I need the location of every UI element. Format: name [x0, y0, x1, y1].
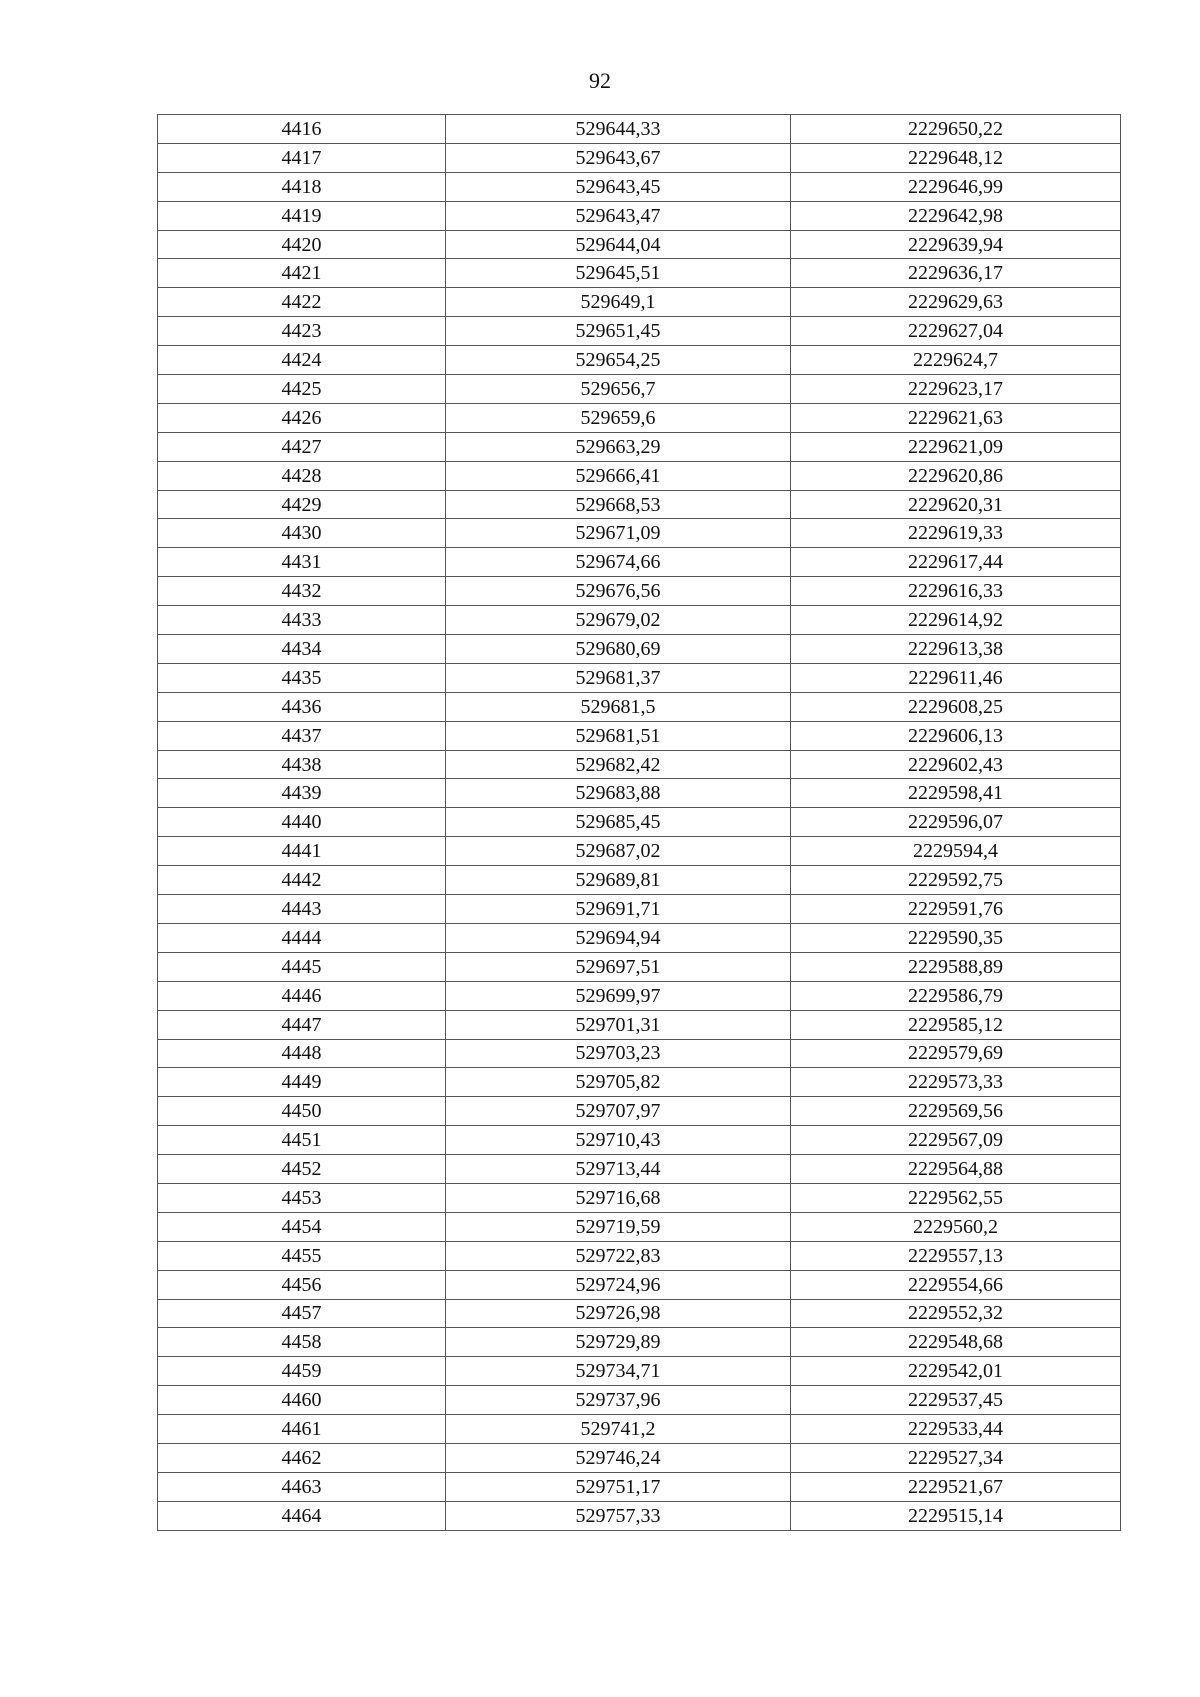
x-coordinate-cell: 529679,02 — [446, 606, 791, 635]
x-coordinate-cell: 529757,33 — [446, 1501, 791, 1530]
coordinates-table — [157, 114, 1121, 1531]
table-row — [158, 172, 1121, 201]
table-row — [158, 288, 1121, 317]
table-row — [158, 1443, 1121, 1472]
y-coordinate-cell: 2229646,99 — [791, 172, 1121, 201]
x-coordinate-cell: 529705,82 — [446, 1068, 791, 1097]
point-number-cell: 4416 — [158, 115, 446, 144]
y-coordinate-cell: 2229592,75 — [791, 866, 1121, 895]
table-row — [158, 1299, 1121, 1328]
x-coordinate-cell: 529645,51 — [446, 259, 791, 288]
x-coordinate-cell: 529691,71 — [446, 895, 791, 924]
x-coordinate-cell: 529734,71 — [446, 1357, 791, 1386]
point-number-cell: 4423 — [158, 317, 446, 346]
y-coordinate-cell: 2229608,25 — [791, 692, 1121, 721]
point-number-cell: 4460 — [158, 1386, 446, 1415]
y-coordinate-cell: 2229515,14 — [791, 1501, 1121, 1530]
x-coordinate-cell: 529729,89 — [446, 1328, 791, 1357]
table-row — [158, 1068, 1121, 1097]
point-number-cell: 4428 — [158, 461, 446, 490]
x-coordinate-cell: 529668,53 — [446, 490, 791, 519]
point-number-cell: 4455 — [158, 1241, 446, 1270]
y-coordinate-cell: 2229642,98 — [791, 201, 1121, 230]
y-coordinate-cell: 2229542,01 — [791, 1357, 1121, 1386]
table-row — [158, 317, 1121, 346]
y-coordinate-cell: 2229537,45 — [791, 1386, 1121, 1415]
point-number-cell: 4458 — [158, 1328, 446, 1357]
point-number-cell: 4438 — [158, 750, 446, 779]
x-coordinate-cell: 529716,68 — [446, 1183, 791, 1212]
x-coordinate-cell: 529682,42 — [446, 750, 791, 779]
y-coordinate-cell: 2229527,34 — [791, 1443, 1121, 1472]
point-number-cell: 4422 — [158, 288, 446, 317]
y-coordinate-cell: 2229602,43 — [791, 750, 1121, 779]
x-coordinate-cell: 529724,96 — [446, 1270, 791, 1299]
point-number-cell: 4418 — [158, 172, 446, 201]
table-row — [158, 692, 1121, 721]
point-number-cell: 4453 — [158, 1183, 446, 1212]
x-coordinate-cell: 529741,2 — [446, 1415, 791, 1444]
table-row — [158, 1212, 1121, 1241]
table-row — [158, 635, 1121, 664]
y-coordinate-cell: 2229623,17 — [791, 375, 1121, 404]
point-number-cell: 4425 — [158, 375, 446, 404]
table-row — [158, 837, 1121, 866]
x-coordinate-cell: 529656,7 — [446, 375, 791, 404]
y-coordinate-cell: 2229573,33 — [791, 1068, 1121, 1097]
table-row — [158, 1501, 1121, 1530]
y-coordinate-cell: 2229636,17 — [791, 259, 1121, 288]
point-number-cell: 4421 — [158, 259, 446, 288]
y-coordinate-cell: 2229554,66 — [791, 1270, 1121, 1299]
table-row — [158, 750, 1121, 779]
x-coordinate-cell: 529701,31 — [446, 1010, 791, 1039]
point-number-cell: 4439 — [158, 779, 446, 808]
x-coordinate-cell: 529719,59 — [446, 1212, 791, 1241]
table-row — [158, 490, 1121, 519]
table-row — [158, 1097, 1121, 1126]
point-number-cell: 4459 — [158, 1357, 446, 1386]
table-row — [158, 259, 1121, 288]
y-coordinate-cell: 2229533,44 — [791, 1415, 1121, 1444]
point-number-cell: 4463 — [158, 1472, 446, 1501]
y-coordinate-cell: 2229569,56 — [791, 1097, 1121, 1126]
point-number-cell: 4447 — [158, 1010, 446, 1039]
x-coordinate-cell: 529651,45 — [446, 317, 791, 346]
y-coordinate-cell: 2229579,69 — [791, 1039, 1121, 1068]
point-number-cell: 4444 — [158, 923, 446, 952]
y-coordinate-cell: 2229588,89 — [791, 952, 1121, 981]
y-coordinate-cell: 2229624,7 — [791, 346, 1121, 375]
x-coordinate-cell: 529689,81 — [446, 866, 791, 895]
x-coordinate-cell: 529683,88 — [446, 779, 791, 808]
x-coordinate-cell: 529751,17 — [446, 1472, 791, 1501]
page-number: 92 — [589, 68, 611, 93]
y-coordinate-cell: 2229598,41 — [791, 779, 1121, 808]
table-row — [158, 1386, 1121, 1415]
point-number-cell: 4426 — [158, 403, 446, 432]
x-coordinate-cell: 529654,25 — [446, 346, 791, 375]
table-row — [158, 115, 1121, 144]
table-row — [158, 1241, 1121, 1270]
y-coordinate-cell: 2229552,32 — [791, 1299, 1121, 1328]
table-row — [158, 606, 1121, 635]
x-coordinate-cell: 529687,02 — [446, 837, 791, 866]
table-row — [158, 577, 1121, 606]
x-coordinate-cell: 529707,97 — [446, 1097, 791, 1126]
y-coordinate-cell: 2229639,94 — [791, 230, 1121, 259]
point-number-cell: 4443 — [158, 895, 446, 924]
table-row — [158, 1328, 1121, 1357]
x-coordinate-cell: 529680,69 — [446, 635, 791, 664]
point-number-cell: 4464 — [158, 1501, 446, 1530]
table-row — [158, 866, 1121, 895]
x-coordinate-cell: 529737,96 — [446, 1386, 791, 1415]
table-row — [158, 230, 1121, 259]
table-row — [158, 403, 1121, 432]
x-coordinate-cell: 529726,98 — [446, 1299, 791, 1328]
point-number-cell: 4451 — [158, 1126, 446, 1155]
y-coordinate-cell: 2229614,92 — [791, 606, 1121, 635]
y-coordinate-cell: 2229557,13 — [791, 1241, 1121, 1270]
table-row — [158, 375, 1121, 404]
point-number-cell: 4431 — [158, 548, 446, 577]
point-number-cell: 4436 — [158, 692, 446, 721]
y-coordinate-cell: 2229617,44 — [791, 548, 1121, 577]
x-coordinate-cell: 529649,1 — [446, 288, 791, 317]
point-number-cell: 4450 — [158, 1097, 446, 1126]
x-coordinate-cell: 529666,41 — [446, 461, 791, 490]
point-number-cell: 4461 — [158, 1415, 446, 1444]
point-number-cell: 4417 — [158, 143, 446, 172]
x-coordinate-cell: 529643,47 — [446, 201, 791, 230]
x-coordinate-cell: 529697,51 — [446, 952, 791, 981]
point-number-cell: 4448 — [158, 1039, 446, 1068]
point-number-cell: 4434 — [158, 635, 446, 664]
y-coordinate-cell: 2229590,35 — [791, 923, 1121, 952]
x-coordinate-cell: 529703,23 — [446, 1039, 791, 1068]
x-coordinate-cell: 529681,37 — [446, 663, 791, 692]
table-row — [158, 1010, 1121, 1039]
y-coordinate-cell: 2229585,12 — [791, 1010, 1121, 1039]
point-number-cell: 4437 — [158, 721, 446, 750]
point-number-cell: 4441 — [158, 837, 446, 866]
y-coordinate-cell: 2229650,22 — [791, 115, 1121, 144]
x-coordinate-cell: 529674,66 — [446, 548, 791, 577]
table-row — [158, 808, 1121, 837]
x-coordinate-cell: 529699,97 — [446, 981, 791, 1010]
point-number-cell: 4440 — [158, 808, 446, 837]
y-coordinate-cell: 2229619,33 — [791, 519, 1121, 548]
y-coordinate-cell: 2229629,63 — [791, 288, 1121, 317]
x-coordinate-cell: 529681,5 — [446, 692, 791, 721]
point-number-cell: 4462 — [158, 1443, 446, 1472]
point-number-cell: 4429 — [158, 490, 446, 519]
y-coordinate-cell: 2229606,13 — [791, 721, 1121, 750]
y-coordinate-cell: 2229548,68 — [791, 1328, 1121, 1357]
point-number-cell: 4432 — [158, 577, 446, 606]
y-coordinate-cell: 2229627,04 — [791, 317, 1121, 346]
y-coordinate-cell: 2229567,09 — [791, 1126, 1121, 1155]
y-coordinate-cell: 2229596,07 — [791, 808, 1121, 837]
table-row — [158, 143, 1121, 172]
point-number-cell: 4445 — [158, 952, 446, 981]
y-coordinate-cell: 2229564,88 — [791, 1155, 1121, 1184]
x-coordinate-cell: 529644,04 — [446, 230, 791, 259]
y-coordinate-cell: 2229613,38 — [791, 635, 1121, 664]
table-row — [158, 432, 1121, 461]
table-row — [158, 952, 1121, 981]
table-row — [158, 1415, 1121, 1444]
y-coordinate-cell: 2229594,4 — [791, 837, 1121, 866]
table-row — [158, 1039, 1121, 1068]
table-row — [158, 1183, 1121, 1212]
point-number-cell: 4430 — [158, 519, 446, 548]
y-coordinate-cell: 2229562,55 — [791, 1183, 1121, 1212]
point-number-cell: 4435 — [158, 663, 446, 692]
y-coordinate-cell: 2229621,09 — [791, 432, 1121, 461]
table-row — [158, 346, 1121, 375]
x-coordinate-cell: 529663,29 — [446, 432, 791, 461]
table-row — [158, 981, 1121, 1010]
x-coordinate-cell: 529713,44 — [446, 1155, 791, 1184]
point-number-cell: 4446 — [158, 981, 446, 1010]
table-row — [158, 923, 1121, 952]
table-row — [158, 779, 1121, 808]
x-coordinate-cell: 529722,83 — [446, 1241, 791, 1270]
y-coordinate-cell: 2229521,67 — [791, 1472, 1121, 1501]
table-row — [158, 1155, 1121, 1184]
y-coordinate-cell: 2229611,46 — [791, 663, 1121, 692]
point-number-cell: 4424 — [158, 346, 446, 375]
table-row — [158, 201, 1121, 230]
y-coordinate-cell: 2229616,33 — [791, 577, 1121, 606]
point-number-cell: 4419 — [158, 201, 446, 230]
x-coordinate-cell: 529746,24 — [446, 1443, 791, 1472]
y-coordinate-cell: 2229620,86 — [791, 461, 1121, 490]
table-row — [158, 461, 1121, 490]
point-number-cell: 4454 — [158, 1212, 446, 1241]
point-number-cell: 4420 — [158, 230, 446, 259]
x-coordinate-cell: 529685,45 — [446, 808, 791, 837]
y-coordinate-cell: 2229621,63 — [791, 403, 1121, 432]
table-row — [158, 721, 1121, 750]
table-row — [158, 548, 1121, 577]
x-coordinate-cell: 529710,43 — [446, 1126, 791, 1155]
x-coordinate-cell: 529644,33 — [446, 115, 791, 144]
point-number-cell: 4456 — [158, 1270, 446, 1299]
table-row — [158, 1270, 1121, 1299]
table-row — [158, 895, 1121, 924]
y-coordinate-cell: 2229586,79 — [791, 981, 1121, 1010]
table-row — [158, 1126, 1121, 1155]
x-coordinate-cell: 529694,94 — [446, 923, 791, 952]
x-coordinate-cell: 529671,09 — [446, 519, 791, 548]
table-row — [158, 663, 1121, 692]
x-coordinate-cell: 529681,51 — [446, 721, 791, 750]
table-row — [158, 1357, 1121, 1386]
point-number-cell: 4442 — [158, 866, 446, 895]
point-number-cell: 4449 — [158, 1068, 446, 1097]
x-coordinate-cell: 529676,56 — [446, 577, 791, 606]
table-row — [158, 1472, 1121, 1501]
table-row — [158, 519, 1121, 548]
point-number-cell: 4457 — [158, 1299, 446, 1328]
point-number-cell: 4427 — [158, 432, 446, 461]
point-number-cell: 4452 — [158, 1155, 446, 1184]
y-coordinate-cell: 2229591,76 — [791, 895, 1121, 924]
x-coordinate-cell: 529643,45 — [446, 172, 791, 201]
y-coordinate-cell: 2229560,2 — [791, 1212, 1121, 1241]
coordinates-table-body — [158, 115, 1121, 1531]
y-coordinate-cell: 2229648,12 — [791, 143, 1121, 172]
x-coordinate-cell: 529659,6 — [446, 403, 791, 432]
x-coordinate-cell: 529643,67 — [446, 143, 791, 172]
point-number-cell: 4433 — [158, 606, 446, 635]
y-coordinate-cell: 2229620,31 — [791, 490, 1121, 519]
